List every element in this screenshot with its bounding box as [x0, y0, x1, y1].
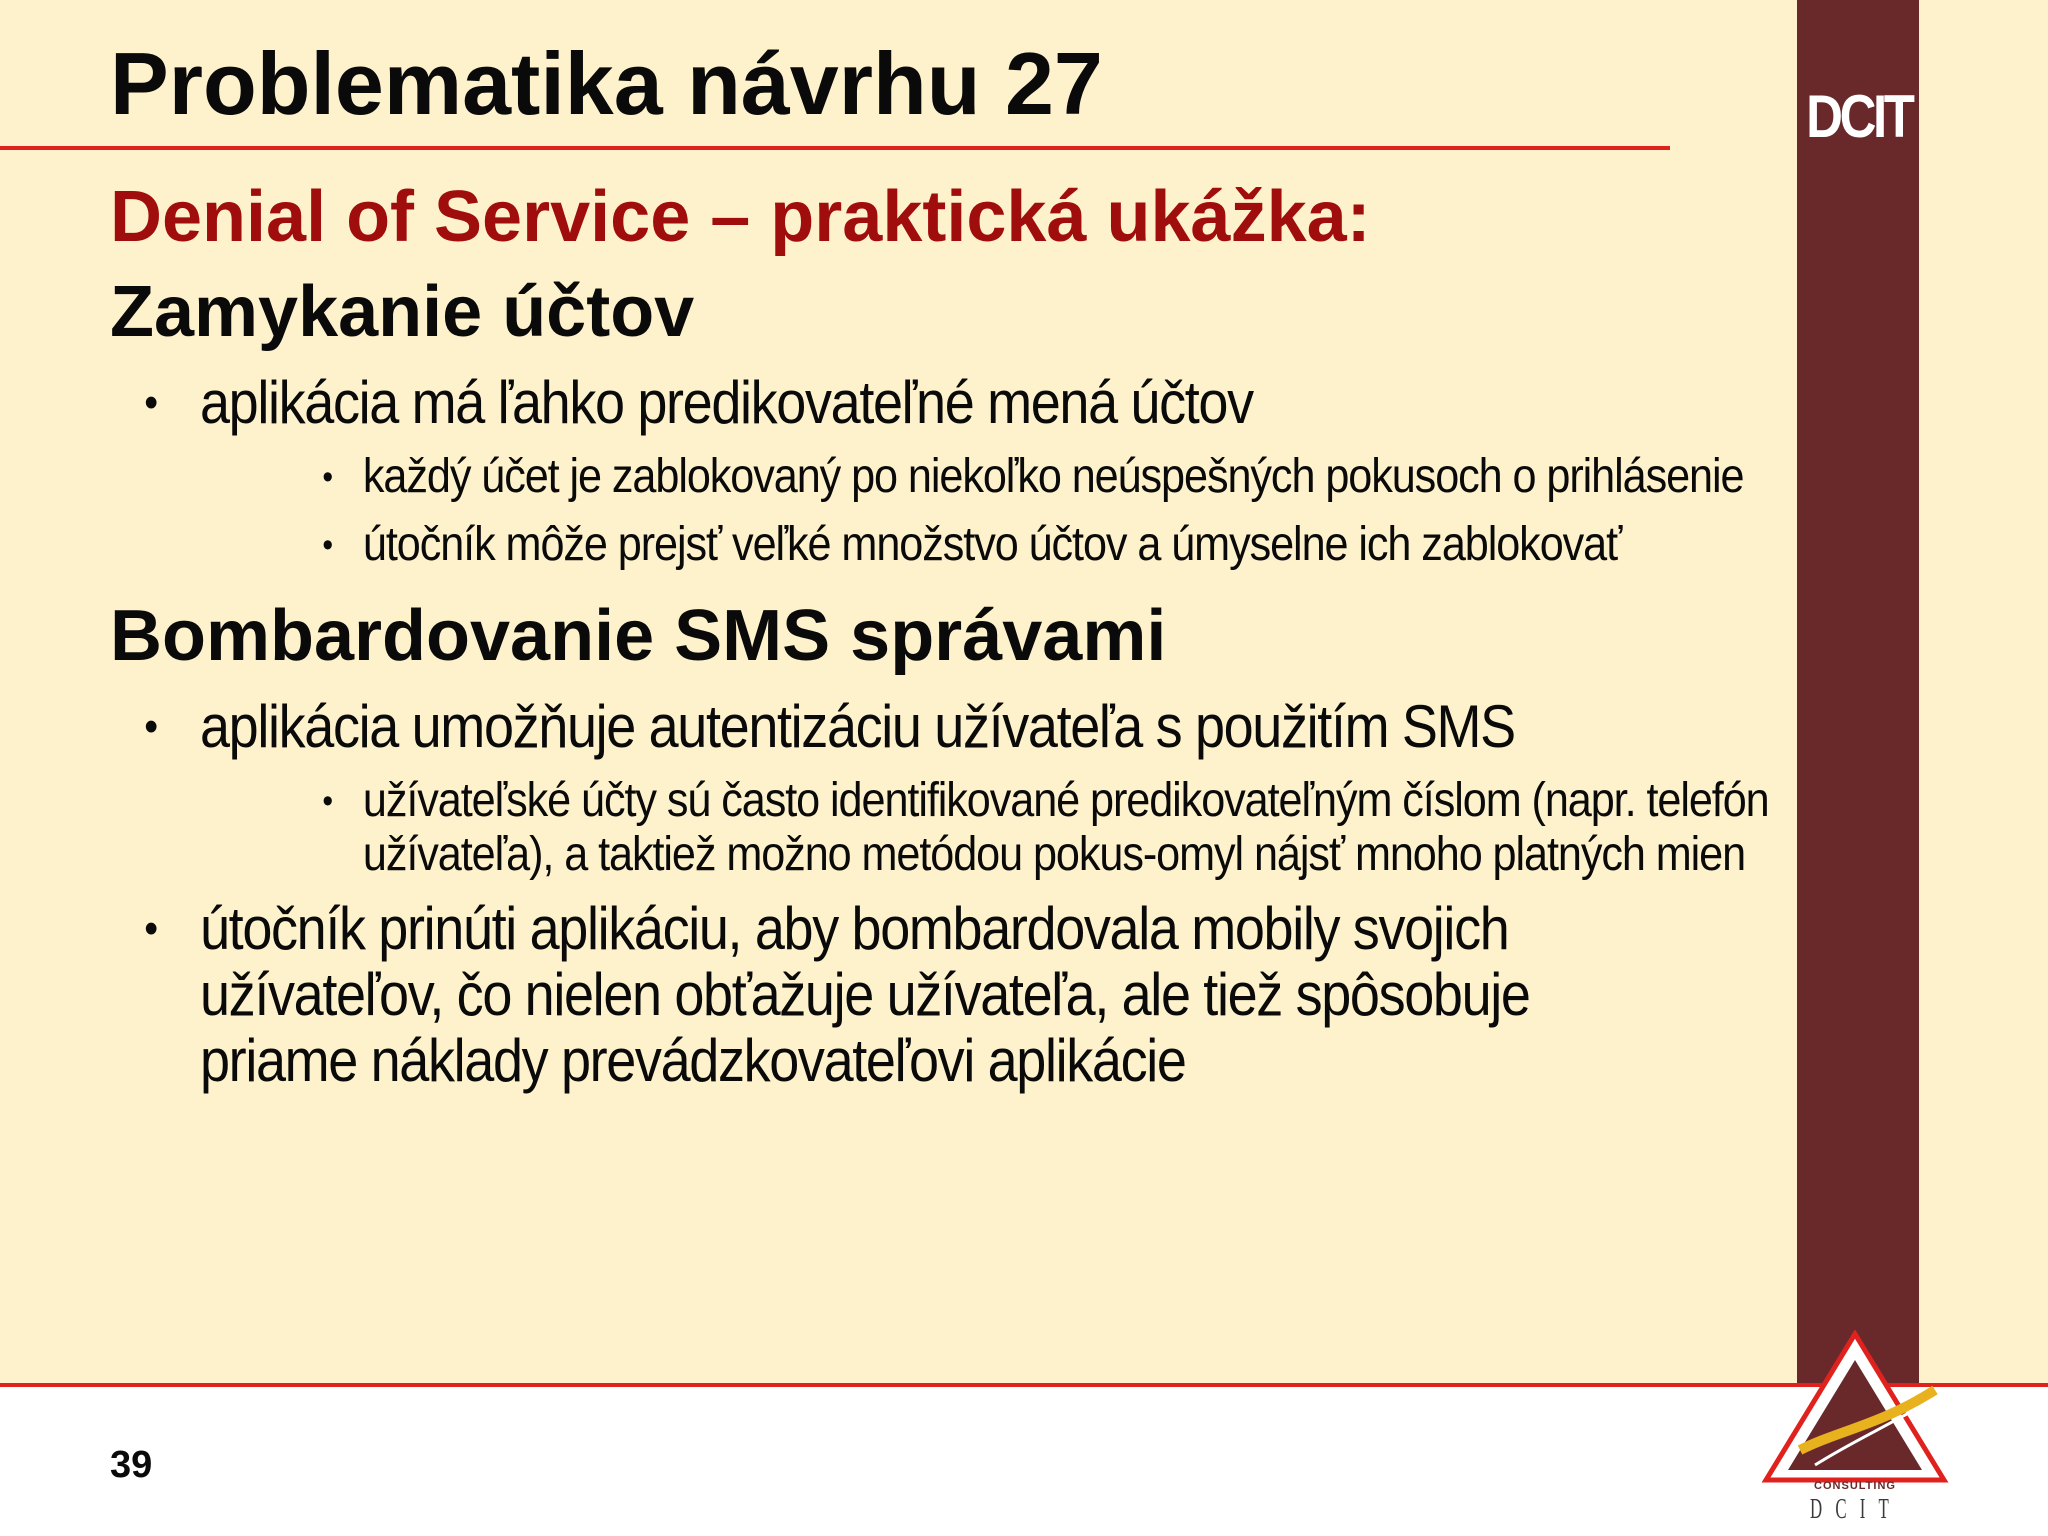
section-heading-sms-bombing: Bombardovanie SMS správami	[110, 596, 1167, 676]
bullet-icon: •	[144, 378, 157, 427]
subbullet-text: užívateľské účty sú často identifikované predikovateľným číslom (napr. telefón užívateľa), a taktiež možno metódou pokus-omyl nájsť mnoho platných mien	[362, 774, 1769, 881]
logo-caption: CONSULTING	[1814, 1480, 1896, 1492]
bullet-text: aplikácia má ľahko predikovateľné mená účtov	[200, 369, 1253, 436]
slide-content	[110, 170, 1769, 1094]
logo-letters: DCIT	[1810, 1494, 1902, 1525]
slide-subtitle: Denial of Service – praktická ukážka:	[110, 177, 1371, 257]
bullet-item	[110, 694, 1640, 760]
bullet-text: útočník prinúti aplikáciu, aby bombardovala mobily svojich užívateľov, čo nielen obťažuje užívateľa, ale tiež spôsobuje priame náklady prevádzkovateľovi aplikácie	[200, 895, 1530, 1094]
subbullet-text: každý účet je zablokovaný po niekoľko neúspešných pokusoch o prihlásenie	[362, 450, 1744, 503]
page-title: Problematika návrhu 27	[110, 34, 1103, 133]
subbullet-item	[110, 450, 1857, 504]
bullet-icon: •	[144, 702, 157, 751]
brand-logo-text: DCIT	[1806, 83, 1912, 150]
page-number: 39	[110, 1444, 153, 1486]
subbullet-item	[110, 774, 1857, 882]
bullet-icon: •	[322, 526, 333, 564]
subbullet-item	[110, 518, 1857, 572]
section-heading-account-locking: Zamykanie účtov	[110, 272, 695, 352]
bullet-icon: •	[322, 458, 333, 496]
title-divider	[0, 146, 1670, 150]
footer-divider	[0, 1383, 2048, 1387]
bullet-icon: •	[144, 904, 157, 953]
brand-stripe	[1797, 0, 1919, 1385]
subbullet-text: útočník môže prejsť veľké množstvo účtov a úmyselne ich zablokovať	[362, 518, 1622, 571]
bullet-icon: •	[322, 782, 333, 820]
bullet-item	[110, 896, 1640, 1094]
bullet-text: aplikácia umožňuje autentizáciu užívateľa s použitím SMS	[200, 693, 1515, 760]
bullet-item	[110, 370, 1640, 436]
